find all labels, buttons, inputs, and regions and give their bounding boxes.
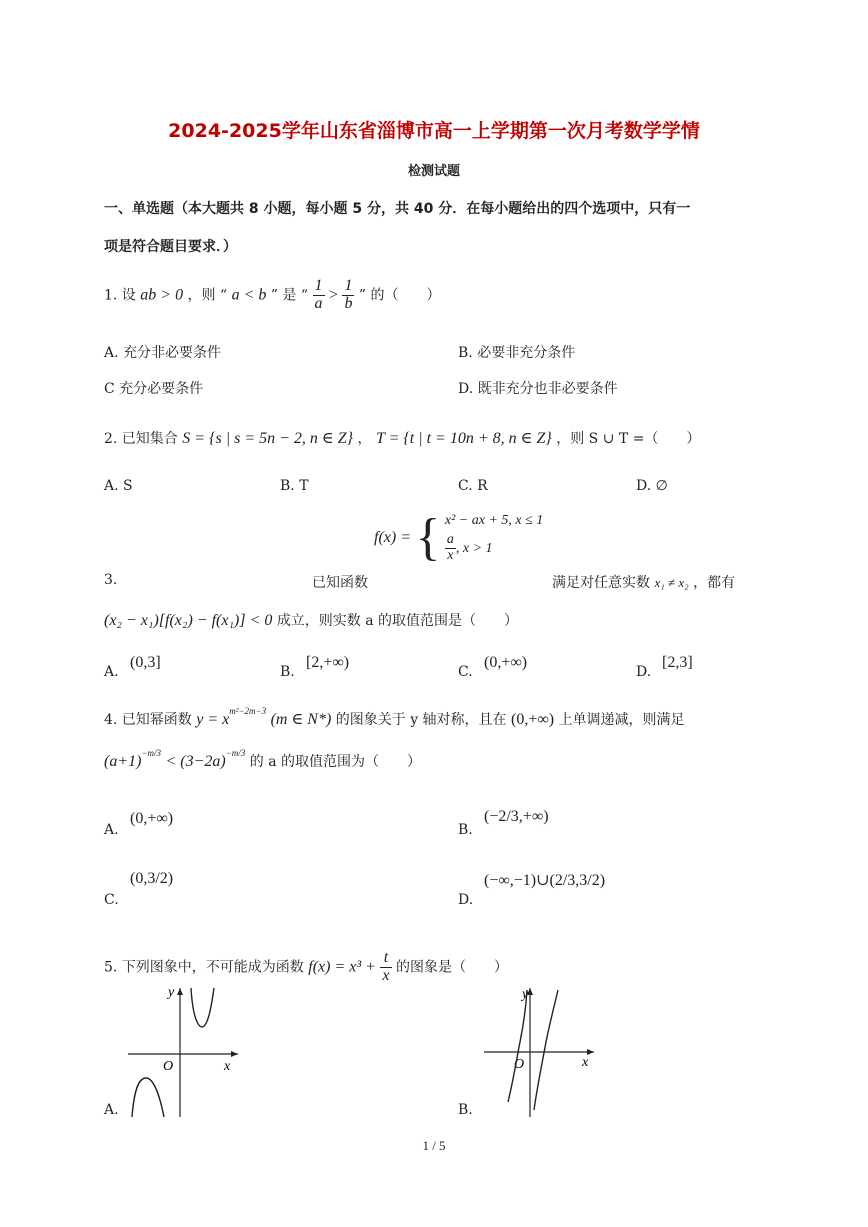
q4-line2-text: 的 a 的取值范围为（ ）	[249, 754, 422, 770]
q4-tail: 上单调递减，则满足	[558, 712, 685, 728]
q4-rhs: < (3−2a)	[165, 753, 226, 770]
q2-suffix: ，则 S ∪ T =（ ）	[556, 431, 701, 447]
question-4	[104, 706, 685, 729]
question-1	[104, 278, 441, 313]
q3-lead: 已知函数	[312, 575, 368, 591]
q3-piecewise	[374, 509, 544, 566]
q4-exp: m²−2m−3	[229, 706, 267, 716]
question-2	[104, 428, 700, 448]
q3-option-b: [2,+∞)	[306, 654, 350, 671]
q4-lhs: (a+1)	[104, 753, 142, 770]
q3-option-d: [2,3]	[662, 654, 693, 671]
q1-frac-a: $\frac{1}{a}$	[314, 277, 323, 312]
q1-frac-b: $\frac{1}{b}$	[344, 277, 353, 312]
q3-case2: $\frac{a}{x}$ , x > 1	[446, 531, 493, 563]
graph-a-x-label: x	[224, 1059, 231, 1074]
q1-mid2: ” 是 “	[270, 287, 309, 304]
graph-a-origin: O	[163, 1059, 174, 1074]
q3-option-a-label: A.	[104, 664, 119, 680]
q4-domain: (m ∈ N*)	[270, 711, 332, 728]
graph-a-curve-right	[191, 988, 214, 1027]
q4-line2	[104, 748, 421, 771]
graph-b-x-label: x	[582, 1055, 589, 1070]
q4-option-d-label: D.	[458, 892, 474, 908]
q1-prefix: 1. 设	[104, 287, 136, 304]
q4-option-b-label: B.	[458, 822, 473, 838]
q1-gt: >	[328, 286, 338, 304]
page-subtitle: 检测试题	[407, 164, 460, 179]
q5-frac: $\frac{t}{x}$	[382, 949, 390, 984]
q1-option-c: C 充分必要条件	[104, 381, 204, 397]
graph-a-y-label: y	[168, 985, 175, 1000]
q1-ab: a < b	[231, 286, 267, 304]
question-5	[104, 950, 508, 985]
q2-option-a: A. S	[104, 478, 133, 494]
graph-a-curve-left	[132, 1078, 164, 1117]
section-heading-line2: 项是符合题目要求．）	[104, 239, 237, 255]
q5-graph-b	[478, 982, 608, 1122]
q4-option-c-label: C.	[104, 892, 119, 908]
q2-option-d: D. ∅	[636, 478, 668, 494]
q5-graph-a	[120, 982, 250, 1122]
q1-mid1: ，则 “	[187, 287, 228, 304]
q3-line2-math: (x₂ − x₁)[f(x₂) − f(x₁)] < 0	[104, 612, 273, 629]
q3-fx: f(x) =	[374, 529, 411, 546]
q4-option-a: (0,+∞)	[130, 810, 174, 827]
q3-tail: 满足对任意实数 x₁ ≠ x₂ ，都有	[552, 575, 736, 591]
q1-mid3: ” 的（ ）	[358, 287, 441, 304]
q4-option-b: (−2/3,+∞)	[484, 808, 549, 825]
graph-b-y-label: y	[522, 987, 529, 1002]
q2-set-s: S = {s | s = 5n − 2, n ∈ Z}	[182, 430, 354, 447]
q4-interval: (0,+∞)	[511, 711, 555, 728]
q3-num: 3.	[104, 572, 118, 588]
q5-tail: 的图象是（ ）	[395, 959, 508, 976]
q5-option-b-label: B.	[458, 1102, 473, 1118]
section-heading-line1: 一、单选题（本大题共 8 小题，每小题 5 分，共 40 分．在每小题给出的四个选项中，只有一	[104, 201, 691, 217]
q3-option-d-label: D.	[636, 664, 652, 680]
q1-condition: ab > 0	[140, 286, 184, 304]
q2-prefix: 2. 已知集合	[104, 431, 178, 447]
q3-brace: {	[415, 509, 441, 566]
graph-b-curve-left	[508, 990, 527, 1102]
graph-a-y-arrow	[177, 988, 183, 995]
q3-line2	[104, 610, 518, 630]
q1-option-a: A. 充分非必要条件	[104, 345, 222, 361]
q5-prefix: 5. 下列图象中，不可能成为函数	[104, 959, 304, 976]
q5-fn: f(x) = x³ +	[308, 958, 376, 976]
q5-option-a-label: A.	[104, 1102, 119, 1118]
q4-option-c: (0,3/2)	[130, 870, 174, 887]
q4-option-a-label: A.	[104, 822, 119, 838]
q1-option-b: B. 必要非充分条件	[458, 345, 576, 361]
q3-case1: x² − ax + 5, x ≤ 1	[444, 512, 544, 528]
graph-a-x-arrow	[231, 1051, 238, 1057]
graph-b-origin: O	[514, 1057, 525, 1072]
q4-fn: y = x	[196, 711, 230, 728]
page-number: 1 / 5	[422, 1138, 446, 1153]
q4-mid: 的图象关于 y 轴对称，且在	[335, 712, 507, 728]
q3-ineq: x₁ ≠ x₂	[654, 575, 689, 590]
q2-set-t: T = {t | t = 10n + 8, n ∈ Z}	[375, 430, 552, 447]
q3-line2-text: 成立，则实数 a 的取值范围是（ ）	[276, 613, 519, 629]
q4-option-d: (−∞,−1)∪(2/3,3/2)	[484, 872, 606, 889]
q2-sep: ，	[357, 431, 372, 447]
q3-option-c-label: C.	[458, 664, 473, 680]
q3-cases	[445, 513, 543, 563]
q4-lhs-exp: −m/3	[141, 748, 162, 758]
q2-option-b: B. T	[280, 478, 309, 494]
q3-option-b-label: B.	[280, 664, 295, 680]
q4-prefix: 4. 已知幂函数	[104, 712, 192, 728]
graph-b-curve-right	[534, 990, 558, 1110]
q2-option-c: C. R	[458, 478, 488, 494]
q3-option-c: (0,+∞)	[484, 654, 528, 671]
q3-option-a: (0,3]	[130, 654, 161, 671]
q1-option-d: D. 既非充分也非必要条件	[458, 381, 618, 397]
page-title: 2024-2025学年山东省淄博市高一上学期第一次月考数学学情	[168, 120, 700, 142]
q4-rhs-exp: −m/3	[225, 748, 246, 758]
